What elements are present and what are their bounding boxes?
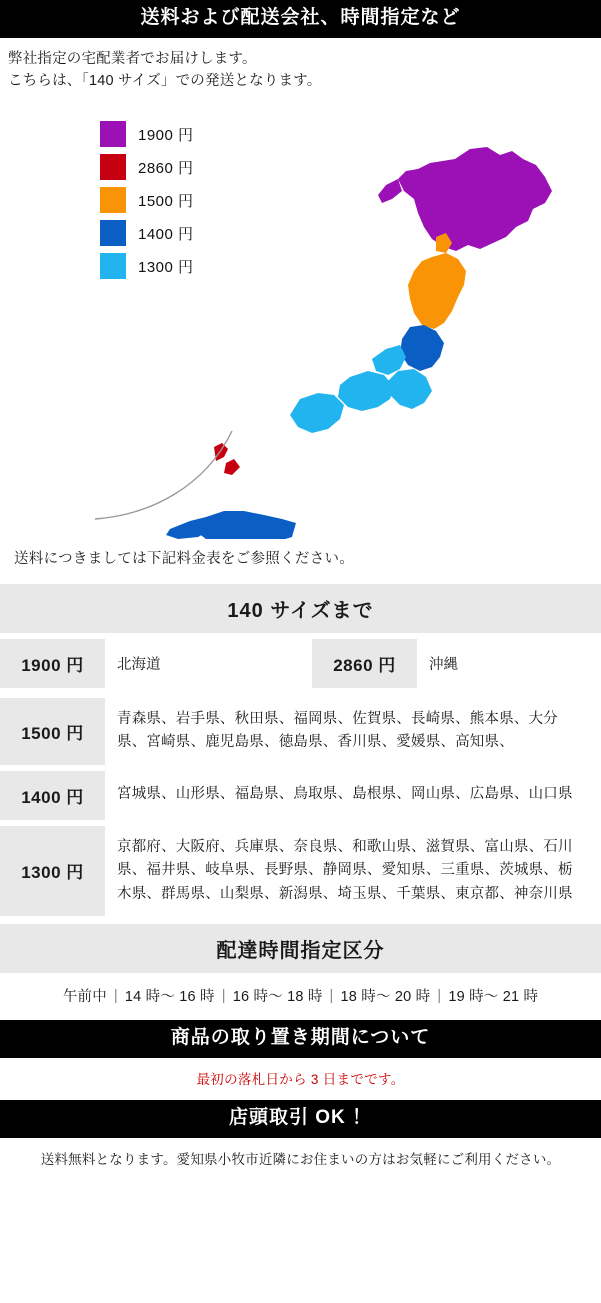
delivery-time-title: 配達時間指定区分 <box>0 924 601 973</box>
fee-area-cell: 北海道 <box>117 656 161 673</box>
table-row <box>0 698 601 765</box>
table-row <box>0 639 601 688</box>
time-separator: | <box>329 987 334 1004</box>
time-separator: | <box>113 987 118 1004</box>
map-region-tohoku-north <box>408 253 466 329</box>
size-table-title: 140 サイズまで <box>0 584 601 633</box>
store-pickup-title: 店頭取引 OK ！ <box>0 1100 601 1138</box>
time-slot: 18 時〜 20 時 <box>340 989 431 1006</box>
legend-label: 1900 円 <box>138 126 194 144</box>
map-region-hokkaido <box>398 147 552 251</box>
intro-line-1: 弊社指定の宅配業者でお届けします。 <box>8 50 257 67</box>
fee-area-cell: 青森県、岩手県、秋田県、福岡県、佐賀県、長崎県、熊本県、大分県、宮崎県、鹿児島県、徳島県、香川県、愛媛県、高知県、 <box>117 710 558 751</box>
map-region-kanto <box>388 369 432 409</box>
legend-label: 2860 円 <box>138 159 194 177</box>
fee-price-cell: 1900 円 <box>0 639 105 688</box>
time-slot: 16 時〜 18 時 <box>232 989 323 1006</box>
hold-period-title: 商品の取り置き期間について <box>0 1020 601 1058</box>
fee-price-cell: 1300 円 <box>0 826 105 916</box>
table-row <box>0 771 601 820</box>
legend-label: 1500 円 <box>138 192 194 210</box>
map-region-kinki <box>290 393 344 433</box>
map-region-niigata <box>372 345 406 375</box>
map-region-okinawa <box>214 443 228 461</box>
map-okinawa-divider-arc <box>95 431 232 519</box>
delivery-time-slots <box>0 973 601 1020</box>
shipping-section-title: 送料および配送会社、時間指定など <box>0 0 601 38</box>
time-slot: 14 時〜 16 時 <box>124 989 215 1006</box>
map-region-hokkaido-tail <box>378 179 402 203</box>
map-note: 送料につきましては下記料金表をご参照ください。 <box>14 550 355 567</box>
japan-map-svg <box>0 99 601 539</box>
fee-price-cell: 1500 円 <box>0 698 105 765</box>
legend-label: 1300 円 <box>138 258 194 276</box>
legend-label: 1400 円 <box>138 225 194 243</box>
fee-table <box>0 692 601 922</box>
fee-price-cell: 1400 円 <box>0 771 105 820</box>
map-region-tohoku-south <box>400 325 444 371</box>
hold-period-note: 最初の落札日から 3 日までです。 <box>196 1071 405 1087</box>
map-region-chubu <box>338 371 394 411</box>
fee-price-cell-2: 2860 円 <box>312 639 417 688</box>
fee-area-cell-2: 沖縄 <box>429 656 458 673</box>
time-slot: 19 時〜 21 時 <box>448 989 539 1006</box>
fee-area-cell: 宮城県、山形県、福島県、鳥取県、島根県、岡山県、広島県、山口県 <box>117 786 573 803</box>
store-pickup-note: 送料無料となります。愛知県小牧市近隣にお住まいの方はお気軽にご利用ください。 <box>40 1151 561 1167</box>
time-separator: | <box>221 987 226 1004</box>
intro-text <box>0 38 601 93</box>
map-region-okinawa2 <box>224 459 240 475</box>
japan-map-area <box>0 99 601 539</box>
intro-line-2: こちらは、「140 サイズ」での発送となります。 <box>8 73 322 90</box>
time-separator: | <box>437 987 442 1004</box>
time-slot: 午前中 <box>62 989 107 1006</box>
fee-area-cell: 京都府、大阪府、兵庫県、奈良県、和歌山県、滋賀県、富山県、石川県、福井県、岐阜県、長野県、静岡県、愛知県、三重県、茨城県、栃木県、群馬県、山梨県、新潟県、埼玉県、千葉県、東京都、神奈川県 <box>117 838 573 902</box>
table-row <box>0 826 601 916</box>
